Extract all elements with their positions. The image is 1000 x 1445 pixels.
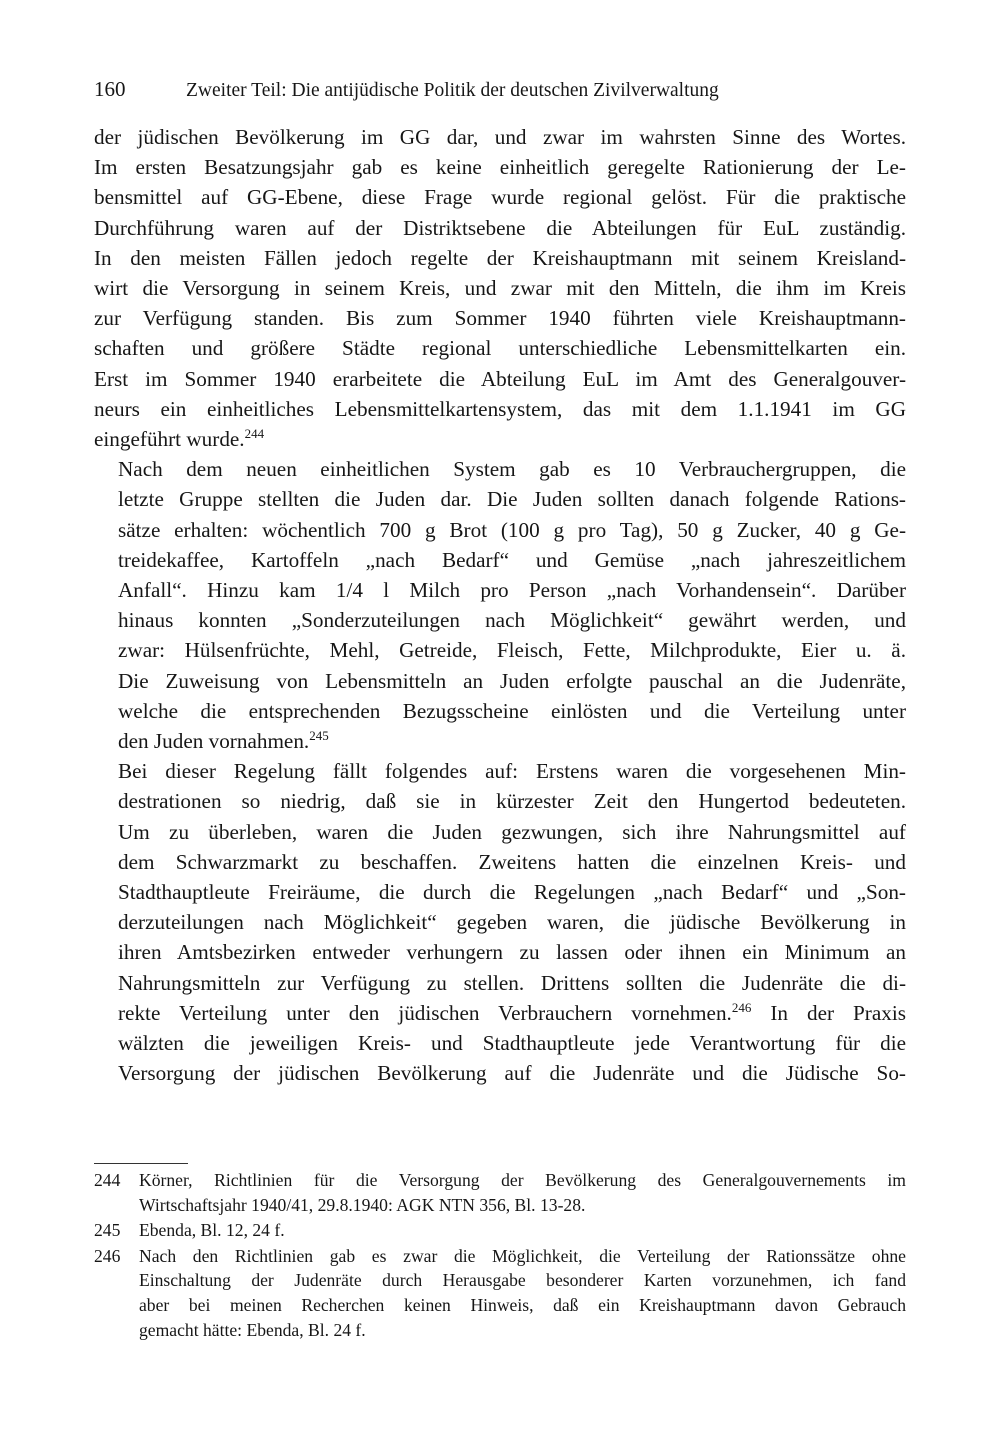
footnote-divider bbox=[94, 1163, 188, 1164]
text-fragment: den Juden vornahmen. bbox=[118, 729, 310, 754]
text-line: Versorgung der jüdischen Bevölkerung auf die Judenräte und die Jüdische So- bbox=[118, 1061, 906, 1086]
footnote-number: 245 bbox=[94, 1220, 121, 1241]
text-line: sätze erhalten: wöchentlich 700 g Brot (100 g pro Tag), 50 g Zucker, 40 g Ge- bbox=[118, 517, 906, 542]
text-line: Erst im Sommer 1940 erarbeitete die Abteilung EuL im Amt des Generalgouver- bbox=[94, 366, 906, 391]
text-line: Durchführung waren auf der Distriktsebene die Abteilungen für EuL zuständig. bbox=[94, 215, 906, 240]
footnote-line: Einschaltung der Judenräte durch Herausgabe besonderer Karten vorzunehmen, ich fand bbox=[139, 1270, 906, 1291]
text-line: neurs ein einheitliches Lebensmittelkartensystem, das mit dem 1.1.1941 im GG bbox=[94, 396, 906, 421]
text-line: In den meisten Fällen jedoch regelte der Kreishauptmann mit seinem Kreisland- bbox=[94, 245, 906, 270]
text-line: derzuteilungen nach Möglichkeit“ gegeben waren, die jüdische Bevölkerung in bbox=[118, 910, 906, 935]
running-head bbox=[94, 72, 906, 106]
footnote-text bbox=[139, 1218, 906, 1243]
text-line: Bei dieser Regelung fällt folgendes auf: Erstens waren die vorgesehenen Min- bbox=[118, 759, 906, 784]
text-fragment: rekte Verteilung unter den jüdischen Verbrauchern vornehmen. bbox=[118, 1000, 732, 1025]
text-line: welche die entsprechenden Bezugsscheine einlösten und die Verteilung unter bbox=[118, 698, 906, 723]
footnote bbox=[94, 1168, 906, 1217]
text-fragment: In der Praxis bbox=[751, 1000, 906, 1025]
page-number: 160 bbox=[94, 77, 126, 101]
footnote-ref[interactable]: 245 bbox=[309, 728, 329, 744]
footnote-line: Körner, Richtlinien für die Versorgung der Bevölkerung des Generalgouvernements im bbox=[139, 1170, 906, 1190]
paragraph bbox=[94, 122, 906, 454]
text-line: schaften und größere Städte regional unterschiedliche Lebensmittelkarten ein. bbox=[94, 336, 906, 361]
footnote-ref[interactable]: 244 bbox=[244, 426, 265, 442]
footnote-number: 244 bbox=[94, 1170, 121, 1190]
text-line: Im ersten Besatzungsjahr gab es keine einheitlich geregelte Rationierung der Le- bbox=[94, 155, 906, 180]
text-line: Anfall“. Hinzu kam 1/4 l Milch pro Person „nach Vorhandensein“. Darüber bbox=[118, 578, 906, 603]
text-fragment: eingeführt wurde. bbox=[94, 427, 245, 452]
footnote-number: 246 bbox=[94, 1245, 121, 1266]
text-line: Die Zuweisung von Lebensmitteln an Juden erfolgte pauschal an die Judenräte, bbox=[118, 668, 906, 693]
footnotes bbox=[94, 1168, 906, 1343]
text-line: zwar: Hülsenfrüchte, Mehl, Getreide, Fleisch, Fette, Milchprodukte, Eier u. ä. bbox=[118, 638, 906, 663]
text-line: Um zu überleben, waren die Juden gezwungen, sich ihre Nahrungsmittel auf bbox=[118, 819, 906, 844]
text-line: Nach dem neuen einheitlichen System gab es 10 Verbrauchergruppen, die bbox=[118, 457, 906, 482]
book-page bbox=[94, 72, 906, 1089]
text-line: treidekaffee, Kartoffeln „nach Bedarf“ und Gemüse „nach jahreszeitlichem bbox=[118, 547, 906, 572]
text-line: der jüdischen Bevölkerung im GG dar, und zwar im wahrsten Sinne des Wortes. bbox=[94, 125, 906, 149]
running-head-title: Zweiter Teil: Die antijüdische Politik der deutschen Zivilverwaltung bbox=[186, 80, 719, 101]
text-line: Nahrungsmitteln zur Verfügung zu stellen. Drittens sollten die Judenräte die di- bbox=[118, 970, 906, 995]
text-line: wirt die Versorgung in seinem Kreis, und zwar mit den Mitteln, die ihm im Kreis bbox=[94, 276, 906, 301]
footnote-line: Nach den Richtlinien gab es zwar die Möglichkeit, die Verteilung der Rationssätze ohne bbox=[139, 1245, 906, 1266]
text-line: zur Verfügung standen. Bis zum Sommer 1940 führten viele Kreishauptmann- bbox=[94, 306, 906, 331]
text-line: ihren Amtsbezirken entweder verhungern zu lassen oder ihnen ein Minimum an bbox=[118, 940, 906, 965]
footnote-line: Wirtschaftsjahr 1940/41, 29.8.1940: AGK NTN 356, Bl. 13-28. bbox=[139, 1194, 586, 1215]
footnote-ref[interactable]: 246 bbox=[731, 999, 752, 1015]
text-line: bensmittel auf GG-Ebene, diese Frage wurde regional gelöst. Für die praktische bbox=[94, 185, 906, 210]
text-line: destrationen so niedrig, daß sie in kürzester Zeit den Hungertod bedeuteten. bbox=[118, 789, 906, 814]
paragraph bbox=[94, 454, 906, 756]
text-line: hinaus konnten „Sonderzuteilungen nach Möglichkeit“ gewährt werden, und bbox=[118, 608, 906, 633]
text-line: Stadthauptleute Freiräume, die durch die Regelungen „nach Bedarf“ und „Son- bbox=[118, 880, 906, 905]
footnote-line: gemacht hätte: Ebenda, Bl. 24 f. bbox=[139, 1319, 366, 1340]
paragraph bbox=[94, 756, 906, 1088]
text-line: letzte Gruppe stellten die Juden dar. Die Juden sollten danach folgende Rations- bbox=[118, 487, 906, 512]
text-line bbox=[94, 726, 906, 756]
body-text bbox=[94, 122, 906, 1089]
footnote-line: Ebenda, Bl. 12, 24 f. bbox=[139, 1220, 285, 1241]
text-line: dem Schwarzmarkt zu beschaffen. Zweitens hatten die einzelnen Kreis- und bbox=[118, 849, 906, 874]
text-line bbox=[94, 424, 906, 454]
footnote bbox=[94, 1244, 906, 1342]
footnote-line: aber bei meinen Recherchen keinen Hinweis, daß ein Kreishauptmann davon Gebrauch bbox=[139, 1294, 906, 1315]
text-line bbox=[94, 998, 906, 1028]
footnote-text bbox=[139, 1168, 906, 1217]
footnote bbox=[94, 1218, 906, 1243]
text-line: wälzten die jeweiligen Kreis- und Stadthauptleute jede Verantwortung für die bbox=[118, 1031, 906, 1056]
footnote-text bbox=[139, 1244, 906, 1342]
